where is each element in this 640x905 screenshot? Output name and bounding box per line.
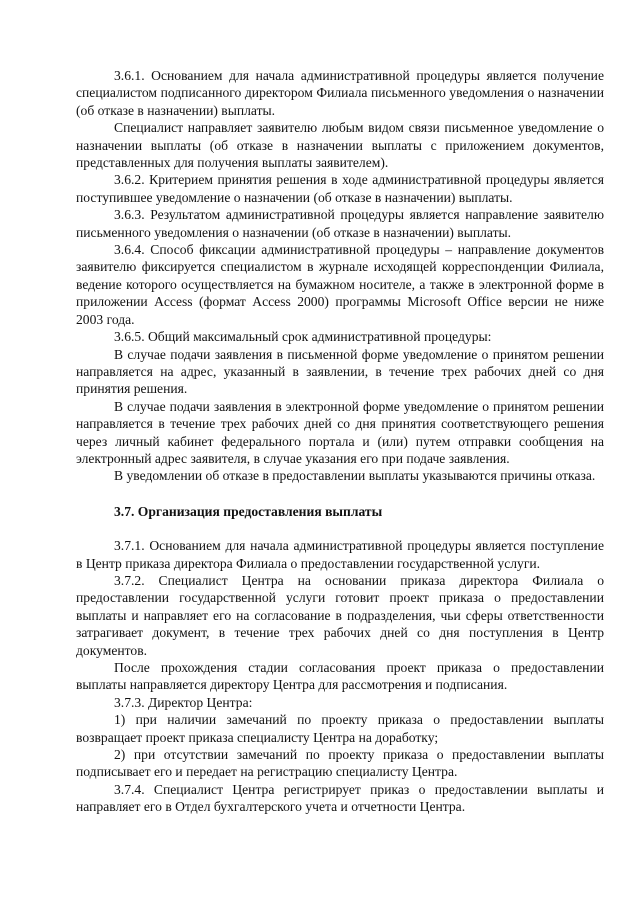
- paragraph-3-6-2: 3.6.2. Критерием принятия решения в ходе административной процедуры является поступившее уведомление о назначении (об отказе в назначении) выплаты.: [76, 172, 604, 205]
- paragraph-3-6-3: 3.6.3. Результатом административной процедуры является направление заявителю письменного уведомления о назначении (об отказе в назначении) выплаты.: [76, 207, 604, 240]
- paragraph-after-approval: После прохождения стадии согласования проект приказа о предоставлении выплаты направляется директору Центра для рассмотрения и подписания.: [76, 660, 604, 693]
- paragraph-director-no-remarks: 2) при отсутствии замечаний по проекту приказа о предоставлении выплаты подписывает его и передает на регистрацию специалисту Центра.: [76, 747, 604, 780]
- paragraph-3-7-2: 3.7.2. Специалист Центра на основании приказа директора Филиала о предоставлении государственной услуги готовит проект приказа о предоставлении выплаты и направляет его на согласование в подразделения, чьи сферы ответственности затрагивает документ, в течение трех рабочих дней со дня поступления в Центр документов.: [76, 572, 604, 658]
- paragraph-written-form: В случае подачи заявления в письменной форме уведомление о принятом решении направляется на адрес, указанный в заявлении, в течение трех рабочих дней со дня принятия решения.: [76, 346, 604, 397]
- paragraph-3-6-5: 3.6.5. Общий максимальный срок административной процедуры:: [114, 329, 492, 345]
- paragraph-3-6-1: 3.6.1. Основанием для начала административной процедуры является получение специалистом подписанного директором Филиала письменного уведомления о назначении (об отказе в назначении) выплаты.: [76, 68, 604, 118]
- document-page: [76, 67, 604, 816]
- paragraph-electronic-form: В случае подачи заявления в электронной форме уведомление о принятом решении направляется в течение трех рабочих дней со дня принятия соответствующего решения через личный кабинет федерального портала и (или) путем отправки сообщения на электронный адрес заявителя, в случае указания его при подаче заявления.: [76, 398, 604, 466]
- paragraph-director-remarks: 1) при наличии замечаний по проекту приказа о предоставлении выплаты возвращает проект приказа специалисту Центра на доработку;: [76, 712, 604, 745]
- paragraph-3-7-1: 3.7.1. Основанием для начала административной процедуры является поступление в Центр приказа директора Филиала о предоставлении государственной услуги.: [76, 538, 604, 571]
- paragraph-3-7-3: 3.7.3. Директор Центра:: [114, 694, 253, 710]
- paragraph-3-6-1-notice: Специалист направляет заявителю любым видом связи письменное уведомление о назначении выплаты (об отказе в назначении выплаты с приложением документов, представленных для получения выплаты заявителем).: [76, 120, 604, 171]
- section-spacer: [76, 485, 604, 503]
- paragraph-3-7-4: 3.7.4. Специалист Центра регистрирует приказ о предоставлении выплаты и направляет его в Отдел бухгалтерского учета и отчетности Центра.: [76, 781, 604, 815]
- paragraph-refusal-reasons: В уведомлении об отказе в предоставлении выплаты указываются причины отказа.: [114, 468, 596, 484]
- paragraph-3-6-4: 3.6.4. Способ фиксации административной процедуры – направление документов заявителю фиксируется специалистом в журнале исходящей корреспонденции Филиала, ведение которого осуществляется на бумажном носителе, а также в электронной форме в приложении Access (формат Access 2000) программы Microsoft Office версии не ниже 2003 года.: [76, 242, 604, 327]
- section-heading-3-7: 3.7. Организация предоставления выплаты: [114, 503, 383, 519]
- section-spacer: [76, 520, 604, 537]
